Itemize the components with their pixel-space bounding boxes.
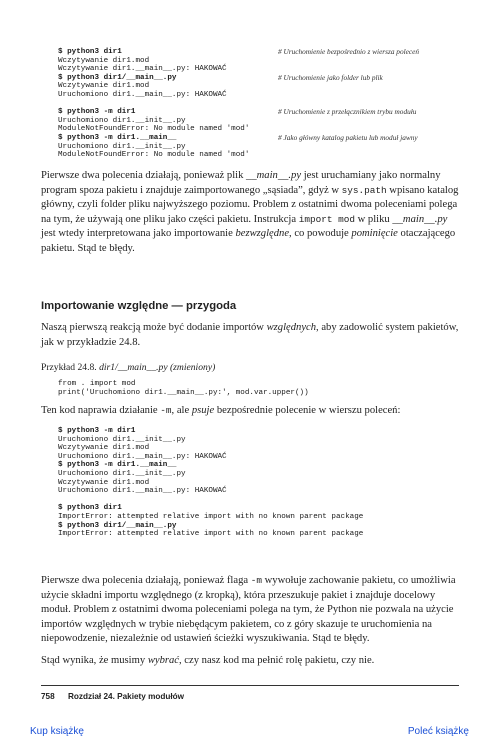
code-line	[58, 151, 249, 160]
code-line	[58, 117, 249, 126]
code-line	[58, 436, 363, 445]
output-text: from . import mod	[58, 380, 136, 388]
section-heading: Importowanie względne — przygoda	[41, 300, 237, 312]
output-text: Wczytywanie dir1.mod	[58, 56, 150, 65]
recommend-book-link[interactable]: Poleć książkę	[407, 726, 469, 737]
code-line	[58, 91, 249, 100]
output-text: Wczytywanie dir1.__main__.py: HAKOWAĆ	[58, 65, 227, 74]
text: jest wtedy interpretowana jako importowanie	[41, 228, 236, 240]
code-line	[58, 57, 249, 66]
inline-code: import mod	[298, 213, 355, 225]
command-text: $ python3 -m dir1.__main__	[58, 133, 177, 142]
text: , ale	[171, 405, 192, 416]
text: w pliku	[354, 213, 393, 225]
code-line	[58, 513, 363, 522]
code-line	[58, 453, 363, 462]
code-line	[58, 107, 417, 117]
code-line	[58, 100, 249, 109]
code-line	[58, 504, 363, 513]
text: Naszą pierwszą reakcją może być dodanie importów	[41, 322, 267, 333]
text: otaczającego pakietu. Stąd te błędy.	[41, 228, 456, 254]
output-text: Uruchomiono dir1.__init__.py	[58, 142, 186, 151]
code-comment: # Uruchomienie bezpośrednio z wiersza poleceń	[278, 47, 419, 56]
inline-code: sys.path	[341, 184, 387, 196]
output-text: Uruchomiono dir1.__init__.py	[58, 435, 186, 444]
page-number: 758	[41, 692, 55, 701]
code-block-1	[58, 47, 419, 160]
command-text: $ python3 dir1	[58, 48, 122, 56]
filename: __main__.py	[246, 170, 302, 181]
output-text: ModuleNotFoundError: No module named 'mod'	[58, 151, 250, 160]
emphasis: pominięcie	[351, 228, 398, 240]
output-text: Wczytywanie dir1.mod	[58, 478, 150, 487]
code-line	[58, 82, 249, 91]
text: , aby zadowolić system pakietów, jak w przykładzie 24.8.	[41, 322, 459, 348]
output-text: Wczytywanie dir1.mod	[58, 82, 150, 91]
text: , co powoduje	[289, 228, 352, 240]
paragraph-4	[41, 574, 459, 647]
code-line	[58, 143, 249, 152]
chapter-title: Rozdział 24. Pakiety modułów	[68, 692, 185, 701]
code-line	[58, 444, 363, 453]
code-comment: # Uruchomienie jako folder lub plik	[278, 72, 383, 82]
output-text: Uruchomiono dir1.__main__.py: HAKOWAĆ	[58, 90, 227, 99]
caption-label: Przykład 24.8.	[41, 362, 100, 373]
paragraph-3	[41, 404, 459, 419]
code-line	[58, 522, 363, 531]
code-comment: # Jako główny katalog pakietu lub moduł jawny	[278, 132, 418, 142]
code-line	[58, 132, 418, 143]
code-line	[58, 125, 249, 134]
emphasis: bezwzględne	[235, 228, 290, 240]
inline-code: -m	[160, 405, 172, 416]
code-line	[58, 470, 363, 479]
output-text: Uruchomiono dir1.__init__.py	[58, 116, 186, 125]
code-line	[58, 389, 309, 398]
output-text: Uruchomiono dir1.__main__.py: HAKOWAĆ	[58, 452, 227, 461]
text: Pierwsze dwa polecenia działają, ponieważ flaga	[41, 575, 251, 586]
output-text: Wczytywanie dir1.mod	[58, 444, 150, 453]
emphasis: względnych	[266, 322, 317, 333]
output-text: ImportError: attempted relative import with no known parent package	[58, 530, 364, 539]
code-line	[58, 496, 363, 505]
code-block-3	[58, 427, 363, 539]
text: wpisano katalog główny, czyli folder pliku najwyższego poziomu. Problem z ostatnimi dwoma poleceniami polega na tym, że używają one pliku jako części pakietu. Instrukcja	[41, 184, 459, 225]
code-line	[58, 487, 363, 496]
output-text: print('Uruchomiono dir1.__main__.py:', mod.var.upper())	[58, 388, 309, 397]
code-line	[58, 47, 419, 57]
text: , czy nasz kod ma pełnić rolę pakietu, czy nie.	[179, 655, 375, 666]
text: Pierwsze dwa polecenia działają, ponieważ plik	[41, 170, 247, 181]
code-line	[58, 380, 309, 389]
example-caption	[41, 362, 215, 373]
text: Stąd wynika, że musimy	[41, 655, 148, 666]
command-text: $ python3 -m dir1	[58, 427, 136, 435]
output-text: Uruchomiono dir1.__main__.py: HAKOWAĆ	[58, 487, 227, 496]
command-text: $ python3 -m dir1	[58, 108, 136, 117]
text: wywołuje zachowanie pakietu, co umożliwia użycie składni importu względnego (z kropką), która przeszukuje pakiet i znajduje docelowy moduł. Problem z ostatnimi dwoma poleceniami polega na tym, że Python nie pozwala na użycie importów względnych w trybie niebędącym pakietem, co z góry skazuje te uruchomienia na niepowodzenie, niezależnie od ustawień ścieżki wyszukiwania. Stąd te błędy.	[41, 575, 456, 645]
code-line	[58, 65, 249, 74]
buy-book-link[interactable]: Kup książkę	[30, 726, 84, 737]
filename: __main__.py	[392, 213, 448, 225]
code-line	[58, 479, 363, 488]
footer-rule	[41, 685, 459, 686]
emphasis: psuje	[191, 405, 215, 416]
text: bezpośrednie polecenie w wierszu poleceń:	[214, 405, 401, 416]
text: jest uruchamiany jako normalny program spoza pakietu i znajduje zaimportowanego „sąsiada”, gdyż w	[41, 170, 441, 196]
code-block-2	[58, 380, 309, 397]
code-line	[58, 461, 363, 470]
code-line	[58, 530, 363, 539]
output-text: ImportError: attempted relative import with no known parent package	[58, 512, 364, 521]
code-line	[58, 72, 383, 83]
command-text: $ python3 -m dir1.__main__	[58, 461, 177, 470]
code-comment: # Uruchomienie z przełącznikiem trybu modułu	[278, 107, 417, 117]
command-text: $ python3 dir1/__main__.py	[58, 521, 177, 530]
command-text: $ python3 dir1/__main__.py	[58, 73, 177, 82]
command-text: $ python3 dir1	[58, 504, 122, 513]
paragraph-5	[41, 654, 459, 669]
caption-file: dir1/__main__.py (zmieniony)	[99, 362, 216, 373]
paragraph-1	[41, 169, 459, 257]
output-text: Uruchomiono dir1.__init__.py	[58, 469, 186, 478]
code-line	[58, 427, 363, 436]
text: Ten kod naprawia działanie	[41, 405, 161, 416]
emphasis: wybrać	[147, 655, 179, 666]
inline-code: -m	[250, 575, 262, 586]
paragraph-2	[41, 321, 459, 350]
output-text: ModuleNotFoundError: No module named 'mod'	[58, 125, 250, 134]
